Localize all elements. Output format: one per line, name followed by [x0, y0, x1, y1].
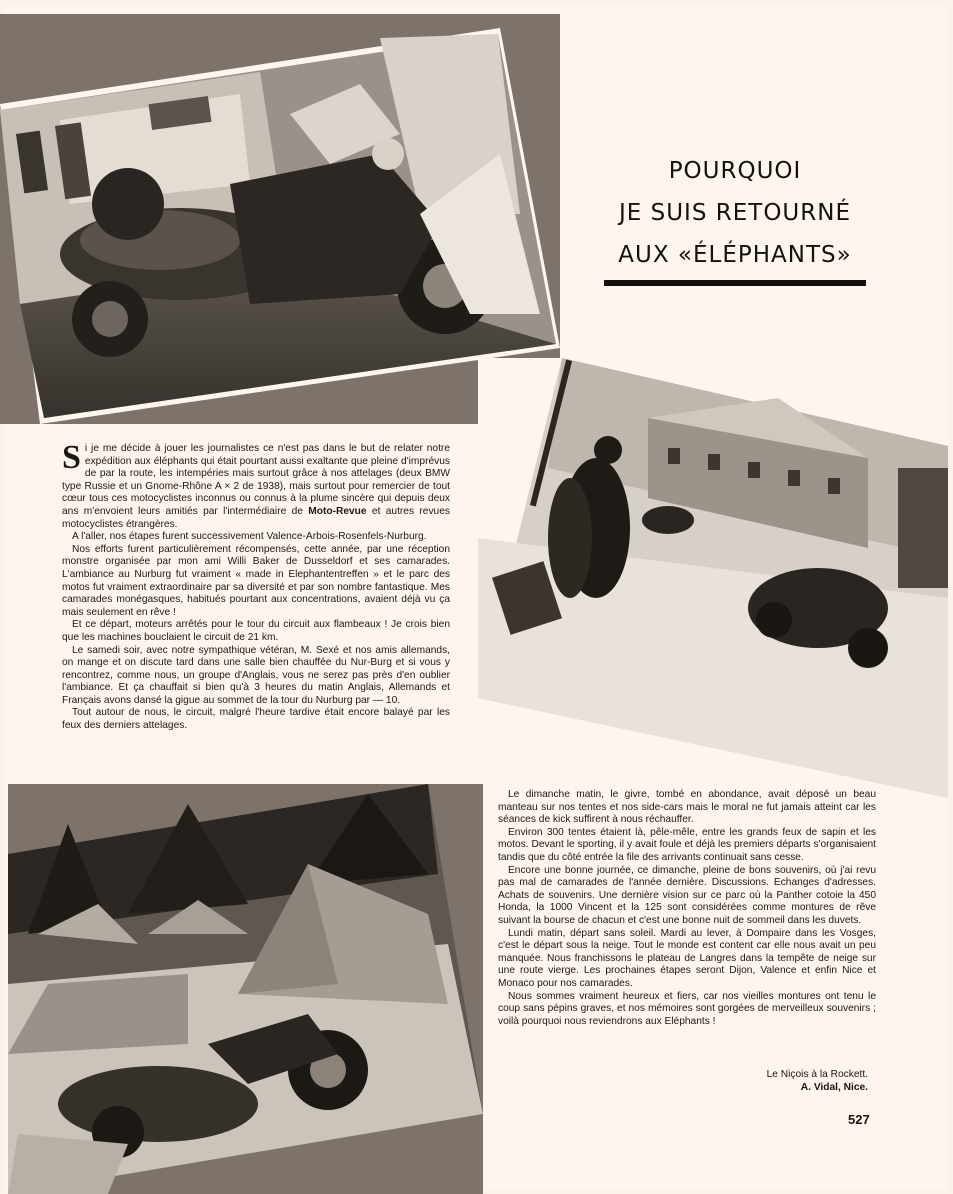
paragraph-intro-tail: et autres revues motocyclistes étrangères. — [62, 505, 450, 530]
page-number: 527 — [848, 1112, 870, 1127]
paragraph: Lundi matin, départ sans soleil. Mardi au lever, à Dompaire dans les Vosges, c'est le départ sous la neige. Tout le monde est content car elle nous avait un peu manquée. Nous franchissons le plateau de Langres dans la tempête de neige sur une route vierge. Les prochaines étapes seront Dijon, Valence et enfin Nice et Monaco pour nos camarades. — [498, 927, 876, 989]
paragraph: Environ 300 tentes étaient là, pêle-mêle, entre les grands feux de sapin et les motos. Devant le sporting, il y avait foule et déjà les premiers départs s'organisaient tandis que du côté entrée la file des arrivants continuait sans cesse. — [498, 826, 876, 863]
article-signature — [640, 1068, 868, 1094]
photo-sidecar-house — [0, 14, 560, 424]
paragraph-intro — [62, 439, 450, 531]
title-line-1: POURQUOI — [668, 158, 802, 184]
title-line-2: JE SUIS RETOURNÉ — [619, 200, 851, 226]
photo-snowy-street — [478, 358, 948, 798]
article-title — [590, 150, 880, 276]
paragraph: Le dimanche matin, le givre, tombé en abondance, avait déposé un beau manteau sur nos tentes et nos side-cars mais le moral ne fut jamais atteint car les séances de kick suffirent à nous réchauffer. — [498, 789, 876, 826]
paragraph: Le samedi soir, avec notre sympathique vétéran, M. Sexé et nos amis allemands, on mange et on discute tard dans une salle bien chauffée du Nur-Burg et si vous y rencontrez, comme nous, un groupe d'Anglais, vous ne serez pas près d'en oublier l'ambiance. Et ça chauffait si bien qu'à 3 heures du matin Anglais, Allemands et Français avons dansé la gigue au sommet de la tour du Nurburg par — 10. — [62, 644, 450, 706]
paragraph: Nous sommes vraiment heureux et fiers, car nos vieilles montures ont tenu le coup sans pépins graves, et nos mémoires sont gorgées de merveilleux souvenirs ; voilà pourquoi nous reviendrons aux Eléphants ! — [498, 990, 876, 1027]
title-underline — [604, 280, 866, 286]
paragraph: A l'aller, nos étapes furent successivement Valence-Arbois-Rosenfels-Nurburg. — [72, 531, 427, 543]
paragraph: Encore une bonne journée, ce dimanche, pleine de bons souvenirs, où j'ai revu pas mal de camarades de l'année dernière. Discussions. Echanges d'adresses. Achats de souvenirs. Une dernière vision sur ce parc où la Panther cotoie la 450 Honda, la 1000 Vincent et la 125 sont considérées comme montures de rêve suivant la bourse de chacun et c'est une bonne nuit de sommeil dans les duvets. — [498, 864, 876, 926]
signature-author: A. Vidal, Nice. — [800, 1082, 868, 1093]
title-line-3: AUX «ÉLÉPHANTS» — [618, 242, 852, 268]
photo-camp-tents — [8, 784, 483, 1194]
drop-cap: S — [62, 439, 81, 476]
paragraph: Et ce départ, moteurs arrêtés pour le tour du circuit aux flambeaux ! Je crois bien que les machines bouclaient le circuit de 21 km. — [62, 619, 450, 643]
article-column-2 — [498, 789, 876, 1028]
moto-revue-name: Moto-Revue — [308, 505, 367, 517]
paragraph-intro-text: i je me décide à jouer les journalistes ce n'est pas dans le but de relater notre expédition aux éléphants qui était pourtant aussi exaltante que pleine d'imprévus de par la route, les intempéries mais surtout grâce à nos attelages (deux BMW type Russie et un Gnome-Rhône A × 2 de 1938), mais surtout pour remercier de tout cœur tous ces motocyclistes inconnus ou connus à la plume sincère qui depuis deux ans m'envoient leurs amitiés par l'intermédiaire de — [62, 443, 450, 517]
article-column-1 — [62, 439, 450, 733]
signature-line-1: Le Niçois à la Rockett. — [766, 1069, 868, 1080]
paragraph: Nos efforts furent particulièrement récompensés, cette année, par une réception monstre organisée par mon ami Willi Baker de Dusseldorf et ses camarades. L'ambiance au Nurburg fut vraiment « made in Elephantentreffen » et le parc des motos fut vraiment extraordinaire par sa diversité et par son nombre fantastique. Mes camarades monégasques, habitués pourtant aux concentrations, avaient déjà vu ça mais seulement en rêve ! — [62, 543, 450, 618]
paragraph: Tout autour de nous, le circuit, malgré l'heure tardive était encore balayé par les feux des derniers attelages. — [62, 707, 450, 732]
